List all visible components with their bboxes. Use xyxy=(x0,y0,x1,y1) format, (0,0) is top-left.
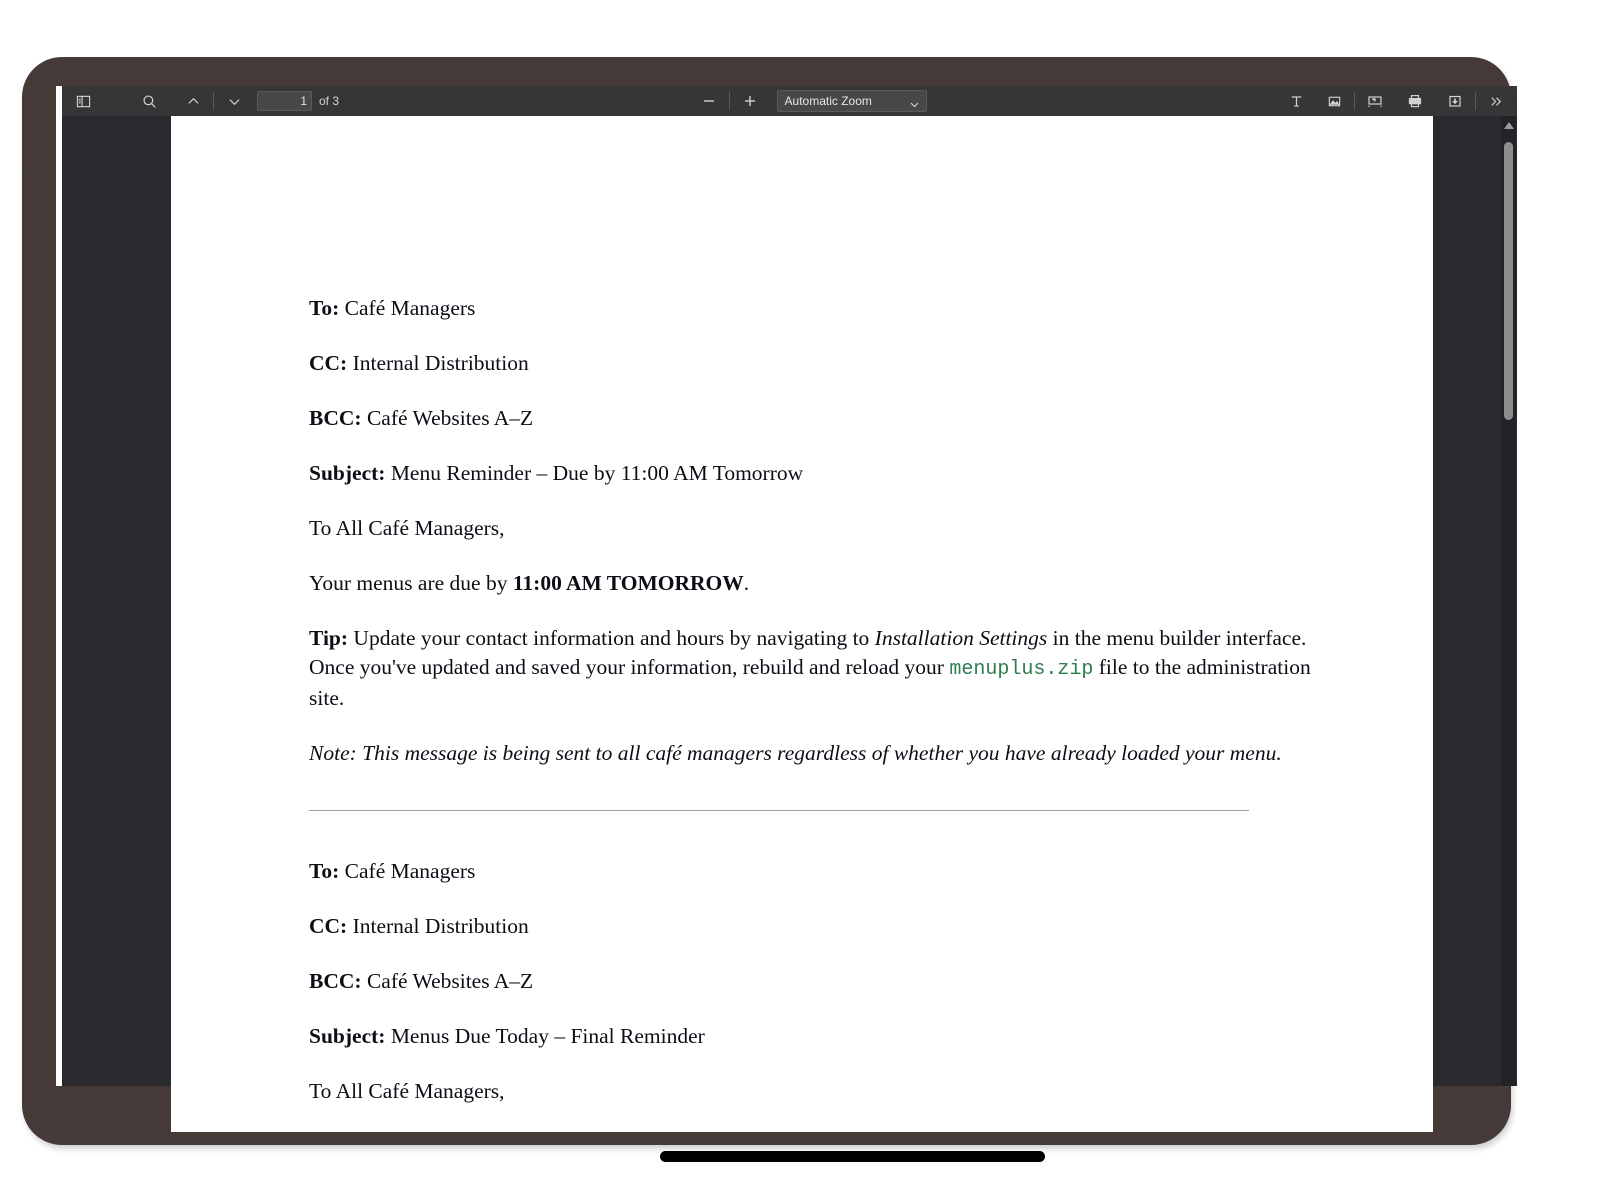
tablet-power-button[interactable] xyxy=(26,173,52,256)
message-1-to-value: Café Managers xyxy=(344,296,476,320)
message-1-tip-part3: file to the administration site. xyxy=(309,655,1311,710)
tablet-screen xyxy=(56,86,1487,1103)
pdf-toolbar xyxy=(62,86,1517,116)
save-icon[interactable] xyxy=(1440,88,1470,114)
scroll-up-arrow-icon[interactable] xyxy=(1504,122,1514,129)
toolbar-divider-3 xyxy=(1354,92,1355,110)
message-2-bcc-value: Café Websites A–Z xyxy=(366,969,534,993)
toolbar-divider-1 xyxy=(213,92,214,110)
message-1-bcc-value: Café Websites A–Z xyxy=(366,406,534,430)
print-icon[interactable] xyxy=(1400,88,1430,114)
previous-page-icon[interactable] xyxy=(178,88,208,114)
chevron-down-icon xyxy=(909,96,920,116)
message-1-due-lead: Your menus are due by xyxy=(309,571,513,595)
zoom-out-icon[interactable] xyxy=(694,88,724,114)
message-1-due-tail: . xyxy=(743,571,750,595)
vertical-scrollbar[interactable] xyxy=(1501,116,1516,1086)
scrollbar-thumb[interactable] xyxy=(1504,142,1513,420)
text-selection-icon[interactable] xyxy=(1281,88,1311,114)
sidebar-toggle-icon[interactable] xyxy=(68,88,98,114)
toolbar-right-group xyxy=(1281,88,1511,114)
message-1-to-label: To: xyxy=(309,296,340,320)
message-1-bcc-label: BCC: xyxy=(309,406,362,430)
toolbar-divider-4 xyxy=(1475,92,1476,110)
message-1-due-emphasis: 11:00 AM TOMORROW xyxy=(512,571,744,595)
draw-icon[interactable] xyxy=(1360,88,1390,114)
message-1-subject-value: Menu Reminder – Due by 11:00 AM Tomorrow xyxy=(390,461,804,485)
message-1-tip-code: menuplus.zip xyxy=(949,658,1094,681)
document-content xyxy=(309,294,1317,1106)
pdf-viewer-body xyxy=(62,116,1517,1103)
message-2-bcc-line xyxy=(309,967,1317,996)
zoom-in-icon[interactable] xyxy=(735,88,765,114)
message-1-cc-value: Internal Distribution xyxy=(352,351,529,375)
zoom-level-select[interactable] xyxy=(777,90,927,112)
message-2-to-label: To: xyxy=(309,859,340,883)
search-icon[interactable] xyxy=(134,88,164,114)
message-2-salutation: To All Café Managers, xyxy=(309,1079,505,1103)
message-2-to-line xyxy=(309,857,1317,886)
message-2-bcc-label: BCC: xyxy=(309,969,362,993)
message-1-salutation: To All Café Managers, xyxy=(309,516,505,540)
message-2-subject-value: Menus Due Today – Final Reminder xyxy=(390,1024,705,1048)
message-1-note: Note: This message is being sent to all café managers regardless of whether you have already loaded your menu. xyxy=(309,741,1282,765)
message-1-bcc-line xyxy=(309,404,1317,433)
pdf-page-1 xyxy=(171,116,1433,1132)
page-total-label: of 3 xyxy=(319,94,340,108)
next-page-icon[interactable] xyxy=(219,88,249,114)
toolbar-divider-2 xyxy=(729,92,730,110)
message-1-tip-part2: in the menu builder interface. Once you've updated and saved your information, rebuild and reload your xyxy=(309,626,1307,679)
message-2-cc-line xyxy=(309,912,1317,941)
message-1-tip-italic: Installation Settings xyxy=(874,626,1048,650)
page-number-input[interactable] xyxy=(257,91,312,111)
message-2-to-value: Café Managers xyxy=(344,859,476,883)
toolbar-left-group xyxy=(68,88,339,114)
message-1-subject-line xyxy=(309,459,1317,488)
image-tool-icon[interactable] xyxy=(1319,88,1349,114)
message-1-tip-part1: Update your contact information and hours by navigating to xyxy=(348,626,875,650)
message-1-due-line xyxy=(309,569,1317,598)
more-tools-icon[interactable] xyxy=(1481,88,1511,114)
message-1-cc-line xyxy=(309,349,1317,378)
message-2-subject-line xyxy=(309,1022,1317,1051)
ink-annotation-stroke[interactable] xyxy=(660,1151,1045,1162)
message-2-subject-label: Subject: xyxy=(309,1024,386,1048)
message-2-cc-value: Internal Distribution xyxy=(352,914,529,938)
toolbar-zoom-group xyxy=(694,88,927,114)
message-1-tip-label: Tip: xyxy=(309,626,349,650)
message-1-cc-label: CC: xyxy=(309,351,348,375)
message-1-to-line xyxy=(309,294,1317,323)
message-2-cc-label: CC: xyxy=(309,914,348,938)
zoom-level-value: Automatic Zoom xyxy=(784,94,872,108)
message-1-subject-label: Subject: xyxy=(309,461,386,485)
message-1-tip-paragraph xyxy=(309,624,1317,713)
section-divider xyxy=(309,810,1249,811)
